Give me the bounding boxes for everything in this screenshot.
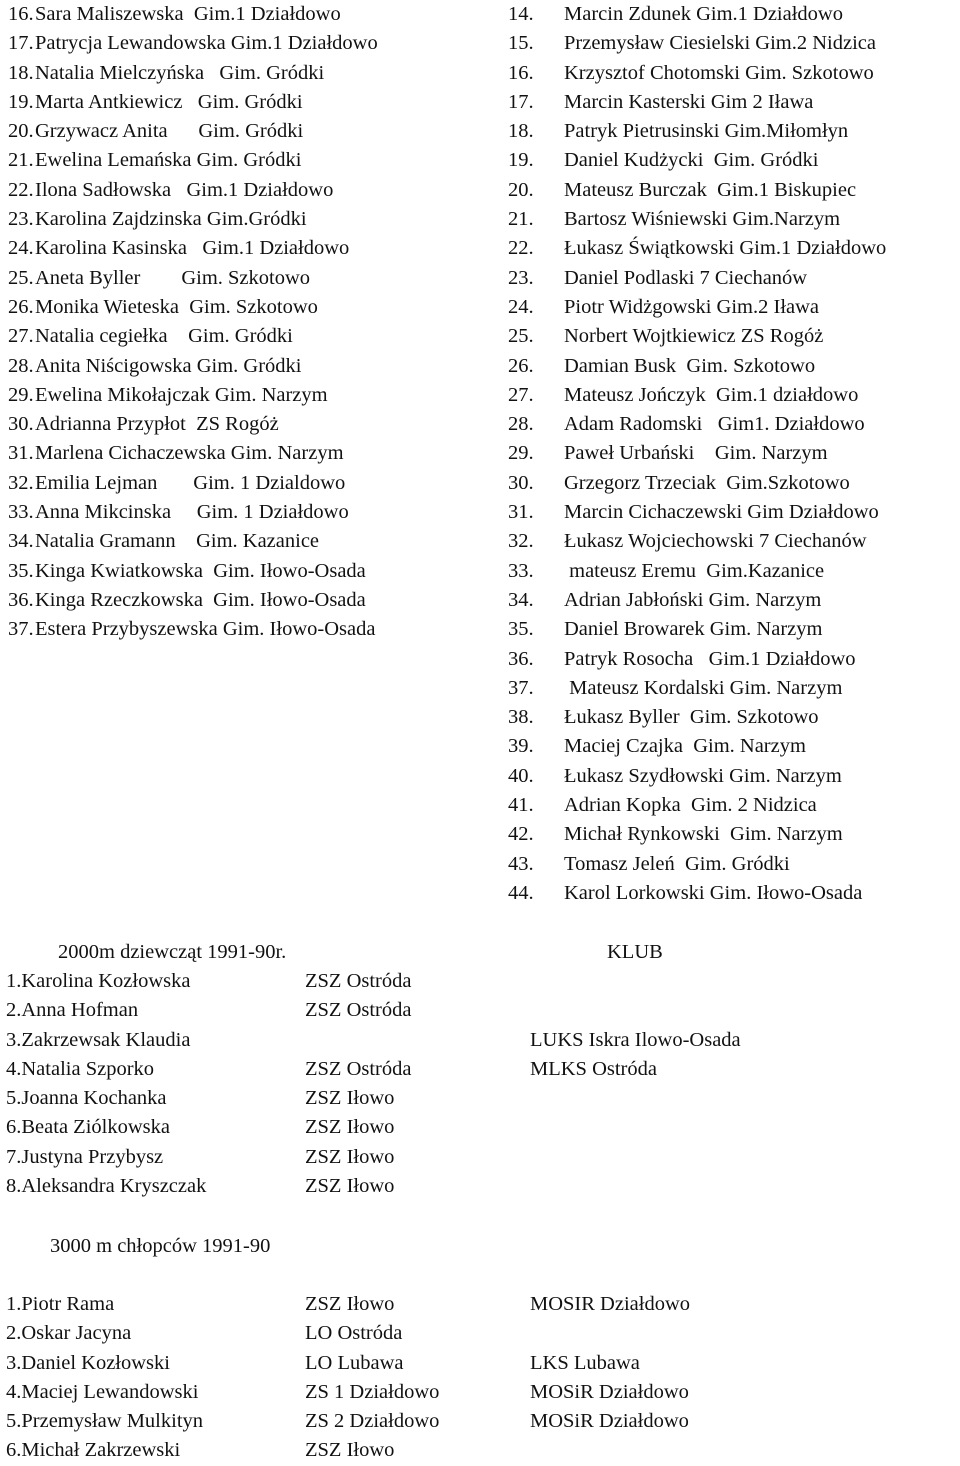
list-item-number: 19. [508,149,534,172]
list-item [508,469,886,498]
list-item-text: Adam Radomski Gim1. Działdowo [564,413,865,436]
list-item-number: 23. [8,208,34,231]
list-item-text: Norbert Wojtkiewicz ZS Rogóż [564,325,824,348]
athlete-club: MOSiR Działdowo [530,1410,689,1433]
athlete-name: 2.Anna Hofman [6,999,139,1022]
list-item-number: 17. [8,32,34,55]
athlete-name: 3.Daniel Kozłowski [6,1351,170,1374]
list-item-text: Patryk Pietrusinski Gim.Miłomłyn [564,120,849,143]
list-item-text: Natalia cegiełka Gim. Gródki [35,325,293,348]
list-item-number: 22. [508,237,534,260]
list-item-number: 27. [508,383,534,406]
list-item [508,674,886,703]
list-item-text: Marcin Kasterski Gim 2 Iława [564,90,814,113]
list-item-number: 17. [508,90,534,113]
list-item [508,205,886,234]
table-row [0,996,960,1025]
list-item-number: 37. [508,676,534,699]
athlete-school: ZSZ Iłowo [305,1175,395,1198]
list-item [508,703,886,732]
list-item-text: Marlena Cichaczewska Gim. Narzym [35,442,344,465]
list-item [8,293,378,322]
list-item-text: Ewelina Lemańska Gim. Gródki [35,149,302,172]
list-item-number: 38. [508,706,534,729]
list-item-text: Adrian Jabłoński Gim. Narzym [564,588,822,611]
athlete-school: LO Lubawa [305,1351,404,1374]
list-item [508,293,886,322]
list-item-text: Karolina Kasinska Gim.1 Działdowo [35,237,350,260]
athlete-name: 2.Oskar Jacyna [6,1322,132,1345]
list-item-text: Piotr Widżgowski Gim.2 Iława [564,295,820,318]
athlete-name: 5.Przemysław Mulkityn [6,1410,204,1433]
list-item-number: 24. [508,295,534,318]
left-results-list [8,0,378,645]
list-item-text: Kinga Kwiatkowska Gim. Iłowo-Osada [35,559,366,582]
list-item-text: Ewelina Mikołajczak Gim. Narzym [35,383,328,406]
athlete-school: ZSZ Ostróda [305,970,412,992]
list-item-number: 20. [508,178,534,201]
list-item [508,234,886,263]
list-item-text: Grzegorz Trzeciak Gim.Szkotowo [564,471,850,494]
athlete-school: ZSZ Iłowo [305,1116,395,1139]
list-item-number: 20. [8,120,34,143]
list-item [8,176,378,205]
list-item-text: Marcin Zdunek Gim.1 Działdowo [564,3,843,25]
list-item-text: Mateusz Burczak Gim.1 Biskupiec [564,178,857,201]
athlete-name: 3.Zakrzewsak Klaudia [6,1028,191,1051]
list-item [508,527,886,556]
list-item [8,527,378,556]
list-item [8,234,378,263]
list-item-number: 25. [508,325,534,348]
list-item-number: 33. [8,501,34,524]
list-item [8,59,378,88]
athlete-school: LO Ostróda [305,1322,403,1345]
list-item-number: 31. [508,501,534,524]
list-item-text: Patryk Rosocha Gim.1 Działdowo [564,647,856,670]
list-item [8,0,378,29]
list-item [508,732,886,761]
table-row [0,1290,960,1319]
athlete-club: MLKS Ostróda [530,1057,657,1080]
athlete-name: 8.Aleksandra Kryszczak [6,1175,207,1198]
list-item [8,381,378,410]
list-item-number: 21. [8,149,34,172]
list-item-number: 21. [508,208,534,231]
list-item-text: Sara Maliszewska Gim.1 Działdowo [35,3,341,25]
list-item [508,498,886,527]
list-item-text: Aneta Byller Gim. Szkotowo [35,266,311,289]
list-item [508,762,886,791]
list-item-text: Karolina Zajdzinska Gim.Gródki [35,208,307,231]
list-item [8,498,378,527]
list-item-number: 28. [8,354,34,377]
athlete-club: MOSIR Działdowo [530,1293,691,1315]
athlete-school: ZSZ Iłowo [305,1087,395,1110]
list-item-number: 30. [508,471,534,494]
list-item-number: 26. [8,295,34,318]
list-item-text: Łukasz Wojciechowski 7 Ciechanów [564,530,867,553]
list-item-text: Marta Antkiewicz Gim. Gródki [35,90,303,113]
list-item [8,586,378,615]
table-row [0,1378,960,1407]
list-item-text: Adrianna Przypłot ZS Rogóż [35,413,279,436]
table-row [0,1026,960,1055]
table-row [0,1084,960,1113]
list-item-number: 41. [508,794,534,817]
list-item-text: Mateusz Kordalski Gim. Narzym [564,676,843,699]
list-item-number: 35. [508,618,534,641]
list-item-number: 27. [8,325,34,348]
athlete-club: MOSiR Działdowo [530,1380,689,1403]
list-item [508,117,886,146]
list-item-number: 43. [508,852,534,875]
list-item-number: 23. [508,266,534,289]
table-row [0,1319,960,1348]
athlete-school: ZS 2 Działdowo [305,1410,440,1433]
list-item-number: 44. [508,881,534,904]
list-item [508,820,886,849]
list-item-text: Monika Wieteska Gim. Szkotowo [35,295,318,318]
table-row [0,1349,960,1378]
list-item [8,88,378,117]
list-item [8,29,378,58]
list-item [8,322,378,351]
table-row [0,1407,960,1436]
list-item [508,59,886,88]
athlete-name: 4.Natalia Szporko [6,1057,155,1080]
list-item-text: Karol Lorkowski Gim. Iłowo-Osada [564,881,863,904]
athlete-school: ZSZ Ostróda [305,1057,412,1080]
athlete-school: ZS 1 Działdowo [305,1380,440,1403]
list-item-number: 36. [508,647,534,670]
list-item [508,879,886,908]
list-item [508,29,886,58]
athlete-name: 6.Michał Zakrzewski [6,1439,181,1462]
list-item-number: 37. [8,618,34,641]
list-item [508,322,886,351]
section-3000-table [0,1290,960,1466]
list-item-text: Daniel Kudżycki Gim. Gródki [564,149,819,172]
list-item [508,586,886,615]
list-item [508,264,886,293]
list-item-text: Łukasz Świątkowski Gim.1 Działdowo [564,237,887,260]
list-item [508,0,886,29]
list-item-text: Patrycja Lewandowska Gim.1 Działdowo [35,32,378,55]
table-row [0,1143,960,1172]
list-item-number: 42. [508,823,534,846]
list-item-number: 31. [8,442,34,465]
club-header: KLUB [607,941,663,963]
list-item-number: 14. [508,3,534,25]
table-row [0,1055,960,1084]
list-item-text: Damian Busk Gim. Szkotowo [564,354,816,377]
list-item [508,176,886,205]
list-item-text: Marcin Cichaczewski Gim Działdowo [564,501,879,524]
list-item-number: 19. [8,90,34,113]
list-item [508,352,886,381]
list-item-text: Bartosz Wiśniewski Gim.Narzym [564,208,841,231]
list-item-number: 26. [508,354,534,377]
list-item-number: 24. [8,237,34,260]
athlete-club: LKS Lubawa [530,1351,640,1374]
list-item-text: Przemysław Ciesielski Gim.2 Nidzica [564,32,876,55]
list-item [8,117,378,146]
list-item-text: Daniel Podlaski 7 Ciechanów [564,266,808,289]
athlete-school: ZSZ Iłowo [305,1293,395,1315]
list-item-number: 33. [508,559,534,582]
list-item-text: Anna Mikcinska Gim. 1 Działdowo [35,501,349,524]
list-item-text: Natalia Gramann Gim. Kazanice [35,530,320,553]
list-item [508,88,886,117]
list-item-text: Łukasz Byller Gim. Szkotowo [564,706,819,729]
table-row [0,1113,960,1142]
list-item-text: Estera Przybyszewska Gim. Iłowo-Osada [35,618,376,641]
list-item-text: Tomasz Jeleń Gim. Gródki [564,852,790,875]
list-item-text: Ilona Sadłowska Gim.1 Działdowo [35,178,334,201]
athlete-club: LUKS Iskra Ilowo-Osada [530,1028,741,1051]
list-item-text: Łukasz Szydłowski Gim. Narzym [564,764,842,787]
table-row [0,1436,960,1465]
list-item-number: 18. [8,61,34,84]
list-item [8,264,378,293]
list-item-text: Kinga Rzeczkowska Gim. Iłowo-Osada [35,588,366,611]
list-item [508,439,886,468]
table-row [0,967,960,996]
list-item-text: Emilia Lejman Gim. 1 Dzialdowo [35,471,346,494]
list-item-number: 29. [508,442,534,465]
athlete-name: 7.Justyna Przybysz [6,1145,164,1168]
list-item-text: Mateusz Jończyk Gim.1 działdowo [564,383,859,406]
list-item-text: Natalia Mielczyńska Gim. Gródki [35,61,325,84]
list-item-number: 39. [508,735,534,758]
list-item-number: 32. [8,471,34,494]
list-item [8,469,378,498]
athlete-name: 4.Maciej Lewandowski [6,1380,199,1403]
list-item-number: 22. [8,178,34,201]
list-item [8,615,378,644]
section-2000-table [0,967,960,1201]
right-results-list [508,0,886,908]
list-item [508,615,886,644]
list-item [508,557,886,586]
list-item [508,791,886,820]
section-3000-title: 3000 m chłopców 1991-90 [50,1235,271,1257]
list-item-number: 29. [8,383,34,406]
list-item-text: Paweł Urbański Gim. Narzym [564,442,828,465]
list-item-number: 34. [8,530,34,553]
list-item [508,850,886,879]
list-item [8,205,378,234]
list-item-number: 32. [508,530,534,553]
list-item-number: 28. [508,413,534,436]
list-item-text: Michał Rynkowski Gim. Narzym [564,823,843,846]
list-item-text: Daniel Browarek Gim. Narzym [564,618,823,641]
list-item [8,352,378,381]
list-item-number: 16. [8,3,34,25]
list-item [8,146,378,175]
list-item-number: 25. [8,266,34,289]
list-item-number: 16. [508,61,534,84]
list-item [8,410,378,439]
list-item [8,557,378,586]
list-item-number: 15. [508,32,534,55]
table-row [0,1172,960,1201]
list-item [508,645,886,674]
athlete-name: 5.Joanna Kochanka [6,1087,167,1110]
list-item [508,410,886,439]
list-item-text: Maciej Czajka Gim. Narzym [564,735,806,758]
list-item-text: Adrian Kopka Gim. 2 Nidzica [564,794,817,817]
list-item-text: Grzywacz Anita Gim. Gródki [35,120,304,143]
list-item-number: 18. [508,120,534,143]
athlete-school: ZSZ Iłowo [305,1439,395,1462]
athlete-name: 1.Karolina Kozłowska [6,970,191,992]
athlete-school: ZSZ Ostróda [305,999,412,1022]
list-item [8,439,378,468]
list-item-text: mateusz Eremu Gim.Kazanice [564,559,825,582]
list-item-number: 35. [8,559,34,582]
list-item-text: Anita Niścigowska Gim. Gródki [35,354,302,377]
list-item-number: 36. [8,588,34,611]
list-item [508,146,886,175]
athlete-name: 6.Beata Ziólkowska [6,1116,170,1139]
athlete-name: 1.Piotr Rama [6,1293,115,1315]
list-item-text: Krzysztof Chotomski Gim. Szkotowo [564,61,874,84]
list-item-number: 30. [8,413,34,436]
athlete-school: ZSZ Iłowo [305,1145,395,1168]
list-item [508,381,886,410]
section-2000-title: 2000m dziewcząt 1991-90r. [58,941,287,963]
list-item-number: 34. [508,588,534,611]
list-item-number: 40. [508,764,534,787]
